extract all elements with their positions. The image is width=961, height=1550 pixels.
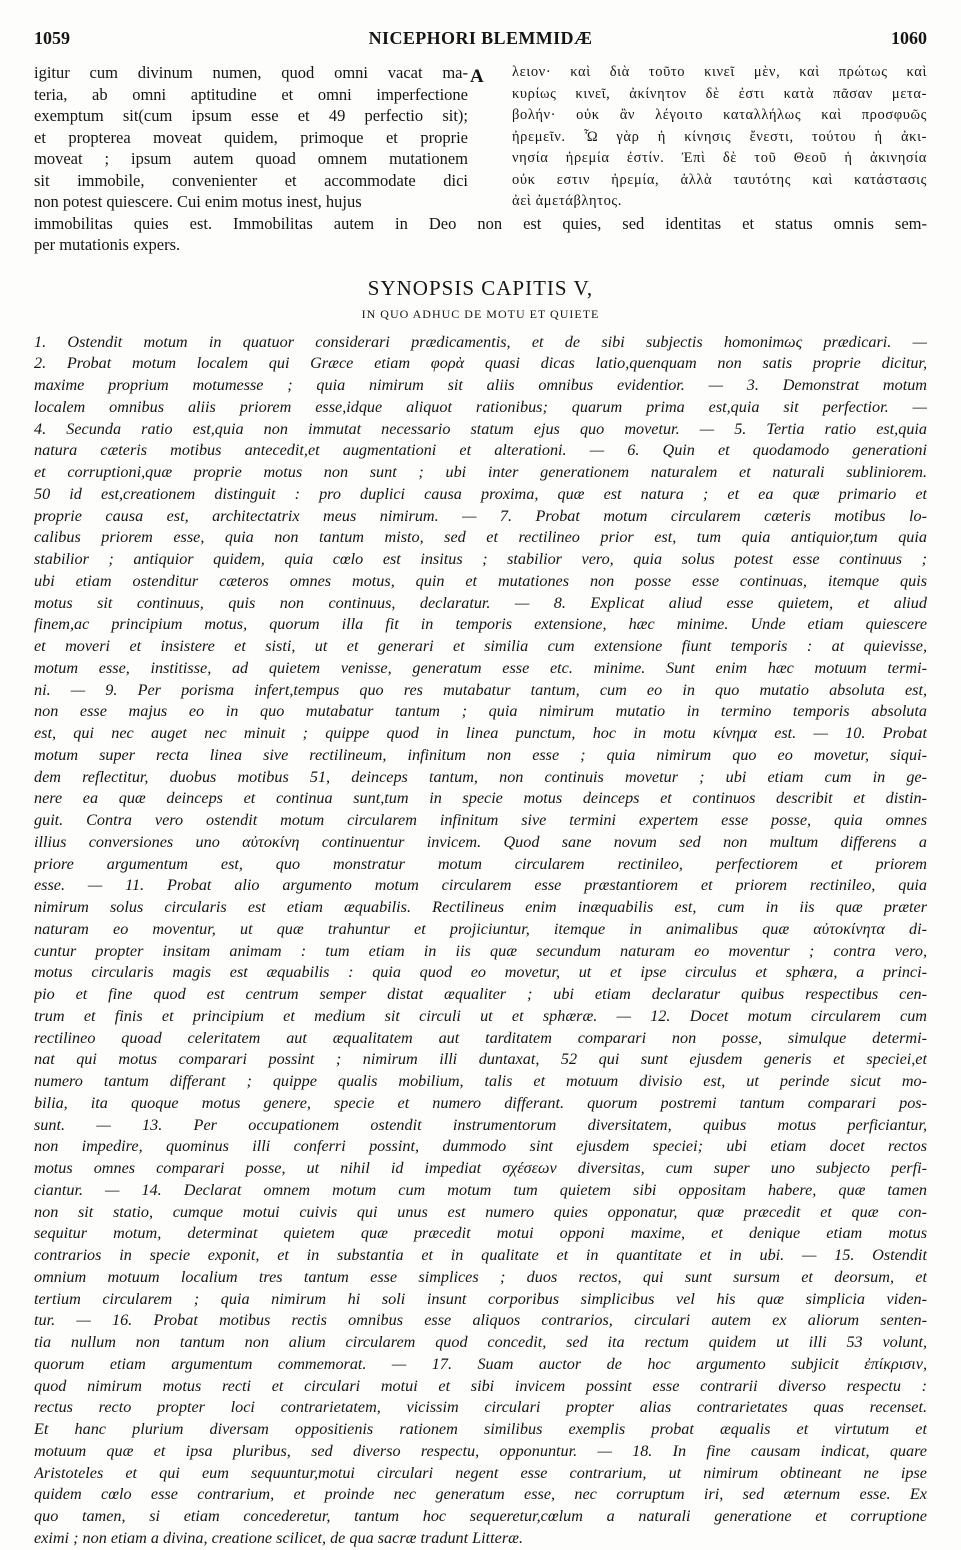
synopsis-line: non impedire, quominus illi conferri possint, dummodo sint ejusdem speciei; ubi etiam docet rectos: [34, 1137, 927, 1156]
latin-continuation: [34, 213, 927, 256]
synopsis-line: contrarios in specie exponit, et in substantia et in qualitate et in quantitate et in ubi. — 15. Ostendit: [34, 1246, 927, 1264]
synopsis-line: bilia, ita quoque motus genere, specie et numero differant. quorum postremi tantum comparari pos-: [34, 1093, 927, 1112]
synopsis-line: et moveri et insistere et sisti, ut et generari et similia cum extensione fiunt temporis : at quievisse,: [34, 637, 927, 655]
synopsis-line: motus circularis magis est æquabilis : quia quod eo movetur, ut et ipse circulus et sphæra, a princi-: [34, 963, 927, 982]
page-header: [34, 28, 927, 62]
latin-line: exemptum sit(cum ipsum esse et 49 perfectio sit);: [34, 106, 468, 125]
synopsis-line: quod nimirum motus recti et circulari motui et sibi invicem possint esse contrarii diverso respectu :: [34, 1376, 927, 1395]
synopsis-line: guit. Contra vero ostendit motum circularem infinitum sive termini expertem esse posse, quia omnes: [34, 811, 927, 829]
synopsis-line: Aristoteles et qui eum sequuntur,motui circulari negent esse contrarium, ut nimirum obtineant ne ipse: [34, 1463, 927, 1482]
margin-letter: A: [470, 66, 484, 87]
synopsis-line: localem omnibus aliis priorem esse,idque aliquot rationibus; quarum prima est,quia sit perfectior. —: [34, 397, 927, 416]
right-page-number: 1060: [891, 28, 927, 48]
synopsis-line: trum et finis et principium et medium sit circuli ut et sphæræ. — 12. Docet motum circularem cum: [34, 1006, 927, 1025]
greek-line: κυρίως κινεῖ, ἀκίνητον δὲ ἐστι κατὰ πᾶσαν μετα-: [512, 85, 927, 102]
synopsis-line: nat qui motus comparari possint ; nimirum illi duntaxat, 52 qui sunt ejusdem generis et speciei,et: [34, 1050, 927, 1069]
synopsis-line: 4. Secunda ratio est,quia non immutat necessario statum ejus quo movetur. — 5. Tertia ratio est,quia: [34, 419, 927, 438]
synopsis-line: motus sit continuus, quis non continuus, declaratur. — 8. Explicat aliud esse quietem, et aliud: [34, 593, 927, 612]
latin-line: moveat ; ipsum autem quoad omnem mutationem: [34, 149, 468, 168]
synopsis-line: sequitur motum, determinat quietem quæ præcedit motui opponi maxime, et denique etiam motus: [34, 1224, 927, 1243]
latin-line: et propterea moveat quidem, primoque et proprie: [34, 127, 468, 147]
synopsis-text: [34, 332, 927, 1550]
synopsis-title: SYNOPSIS CAPITIS V,: [367, 275, 594, 300]
synopsis-line: motum esse, institisse, ad quietem venisse, generatum esse etc. minime. Sunt enim hæc motuum termi-: [34, 658, 927, 677]
parallel-columns: [34, 62, 927, 213]
synopsis-line: nere ea quæ deinceps et continua sunt,tum in specie motus deinceps et continuos describit et distin-: [34, 789, 927, 808]
synopsis-line: 50 id est,creationem distinguit : pro duplici causa proxima, quæ est natura ; et ea quæ primario et: [34, 484, 927, 503]
synopsis-line: est, qui nec auget nec minuit ; quippe quod in linea punctum, hoc in motu κίνημα est. — 10. Probat: [34, 724, 927, 742]
synopsis-line: motuum quæ et ipsa pluribus, sed diverso respectu, opponuntur. — 18. In fine causam indicat, quare: [34, 1441, 927, 1460]
synopsis-line: calibus priorem esse, quia non tantum misto, sed et rectilineo prior est, tum quia antiquior,tum quia: [34, 528, 927, 547]
synopsis-line: ni. — 9. Per porisma infert,tempus quo res mutabatur tantum, cum eo in quo mutatio absoluta est,: [34, 680, 927, 699]
synopsis-line: eximi ; non etiam a divina, creatione scilicet, de qua sacræ tradunt Litteræ.: [34, 1528, 523, 1547]
synopsis-line: numero tantum differant ; quippe qualis mobilium, talis et motuum divisio est, ut perinde sicut mo-: [34, 1072, 927, 1090]
greek-line: ἀεὶ ἀμετάβλητος.: [512, 193, 623, 209]
synopsis-line: omnium motuum localium tres tantum esse simplices ; duos rectos, qui sunt sursum et deorsum, et: [34, 1267, 927, 1286]
synopsis-line: dem reflectitur, duobus motibus 51, deinceps tantum, non continuis movetur ; ubi etiam cum in ge-: [34, 767, 927, 786]
synopsis-line: cuntur propter insitam animam : tum etiam in iis quæ secundum naturam eo moventur ; contra vero,: [34, 941, 927, 960]
synopsis-line: proprie causa est, architectatrix meus nimirum. — 7. Probat motum circularem cæteris motibus lo-: [34, 506, 927, 525]
synopsis-line: finem,ac principium motus, quorum illa fit in temporis extensione, hæc minime. Unde etiam quiescere: [34, 615, 927, 634]
synopsis-line: 1. Ostendit motum in quatuor considerari prædicamentis, et de sibi subjectis homonimως prædicari. —: [34, 332, 927, 351]
synopsis-line: rectilineo quoad celeritatem aut æqualitatem aut tarditatem comparari non posse, simulque determi-: [34, 1028, 927, 1047]
synopsis-line: tur. — 16. Probat motibus rectis omnibus esse aliquos contrarios, circulari autem ex aliorum senten-: [34, 1311, 927, 1330]
synopsis-line: esse. — 11. Probat alio argumento motum circularem esse præstantiorem et priorem rectinileo, quia: [34, 876, 927, 895]
latin-line: teria, ab omni aptitudine et omni imperfectione: [34, 84, 468, 104]
synopsis-line: 2. Probat motum localem qui Græce etiam φορὰ quasi dicas latio,quenquam non satis proprie dicitur,: [34, 354, 927, 373]
synopsis-line: sunt. — 13. Per occupationem ostendit instrumentorum diversitatem, quibus motus perficiantur,: [34, 1115, 927, 1134]
synopsis-line: Et hanc plurium diversam oppositienis rationem similibus exemplis probat æqualis et virtutum et: [34, 1420, 927, 1438]
continuation-line: immobilitas quies est. Immobilitas autem in Deo non est quies, sed identitas et status omnis sem-: [34, 213, 927, 233]
synopsis-line: quo tamen, si etiam concederetur, tantum hoc sequeretur,cœlum a naturali generatione et corruptione: [34, 1507, 927, 1525]
greek-column: [512, 62, 927, 213]
latin-line: non potest quiescere. Cui enim motus inest, hujus: [34, 192, 362, 211]
synopsis-line: quorum etiam argumentum commemorat. — 17. Suam auctor de hoc argumento subjicit ἐπίκρισιν,: [34, 1354, 927, 1373]
greek-line: λειον· καὶ διὰ τοῦτο κινεῖ μὲν, καὶ πρώτως καὶ: [512, 64, 927, 80]
continuation-line: per mutationis expers.: [34, 235, 181, 254]
page: [34, 28, 927, 1550]
running-title: NICEPHORI BLEMMIDÆ: [368, 28, 593, 48]
synopsis-line: natura cæteris motibus antecedit,et augmentationi et alterationi. — 6. Quin et quodamodo generationi: [34, 441, 927, 460]
greek-line: νησία ἠρεμία ἐστίν. Ἐπὶ δὲ τοῦ Θεοῦ ἡ ἀκινησία: [512, 150, 927, 166]
latin-column: [34, 62, 468, 213]
synopsis-line: non sit statio, cumque motui cuivis qui unus est numero quies opponatur, quæ præcedit et quæ con-: [34, 1202, 927, 1221]
latin-line: igitur cum divinum numen, quod omni vacat ma-: [34, 63, 468, 82]
synopsis-line: tia nullum non tantum non alium circularem quod concedit, sed ita rectum quidem ut illi 53 volunt,: [34, 1333, 927, 1351]
synopsis-line: priore argumentum est, quo monstratur motum circularem rectinileo, perfectiorem et priorem: [34, 854, 927, 873]
synopsis-line: tertium circularem ; quia nimirum hi soli insunt corporibus simplicibus vel his quæ simplicia viden-: [34, 1289, 927, 1308]
synopsis-subtitle: IN QUO ADHUC DE MOTU ET QUIETE: [361, 306, 600, 321]
synopsis-line: nimirum solus circularis est etiam æquabilis. Rectilineus enim inæquabilis est, cum in iis quæ præter: [34, 898, 927, 916]
synopsis-line: et corruptioni,quæ proprie motus non sunt ; ubi inter generationem naturalem et naturali subliniorem.: [34, 463, 927, 481]
synopsis-line: quidem cœlo esse contrarium, et proinde nec generatum esse, nec corruptum iri, sed æternum esse. Ex: [34, 1485, 927, 1504]
synopsis-line: illius conversiones uno αὐτοκίνη continuentur invicem. Quod sane novum sed non multum differens a: [34, 832, 927, 851]
greek-line: οὐκ εστιν ἠρεμία, ἀλλὰ ταυτότης καὶ κατάστασις: [512, 171, 927, 188]
latin-line: sit immobile, convenienter et accommodate dici: [34, 170, 468, 190]
left-page-number: 1059: [34, 28, 70, 48]
synopsis-line: motum super recta linea sive rectilineum, infinitum non esse ; quia nimirum quo eo movetur, siqui-: [34, 745, 927, 764]
synopsis-line: rectus recto propter loci contrarietatem, vicissim circulari propter alias contrarietates quas recenset.: [34, 1398, 927, 1417]
synopsis-line: ubi etiam ostenditur cæteros omnes motus, quin et mutationes non posse esse continuas, itemque quis: [34, 571, 927, 590]
synopsis-line: non esse majus eo in quo mutabatur tantum ; quia nimirum mutatio in termino temporis absoluta: [34, 702, 927, 721]
synopsis-line: maxime proprium motumesse ; quia nimirum sit aliis omnibus evidentior. — 3. Demonstrat motum: [34, 376, 927, 394]
greek-line: ἠρεμεῖν. Ὧ γὰρ ἡ κίνησις ἔνεστι, τούτου ἡ ἀκι-: [512, 128, 927, 145]
synopsis-line: ciantur. — 14. Declarat omnem motum cum motum tum quietem sibi oppositam habere, quæ tamen: [34, 1180, 927, 1199]
synopsis-line: motus omnes comparari posse, ut nihil id impediat σχέσεων diversitas, cum super uno subjecto perfi-: [34, 1159, 927, 1177]
synopsis-line: pio et fine quod est centrum semper distat æqualiter ; ubi etiam declaratur quibus respectibus cen-: [34, 985, 927, 1003]
greek-line: βολήν· οὐκ ἂν λέγοιτο καταλλήλως καὶ προσφυῶς: [512, 107, 927, 123]
synopsis-line: naturam eo moventur, ut quæ trahuntur et projiciuntur, itemque in animalibus quæ αὐτοκίνητα di-: [34, 919, 927, 938]
synopsis-line: stabilior ; antiquior quidem, quia cœlo est insitus ; stabilior vero, quia solus potest esse continuus ;: [34, 550, 927, 568]
